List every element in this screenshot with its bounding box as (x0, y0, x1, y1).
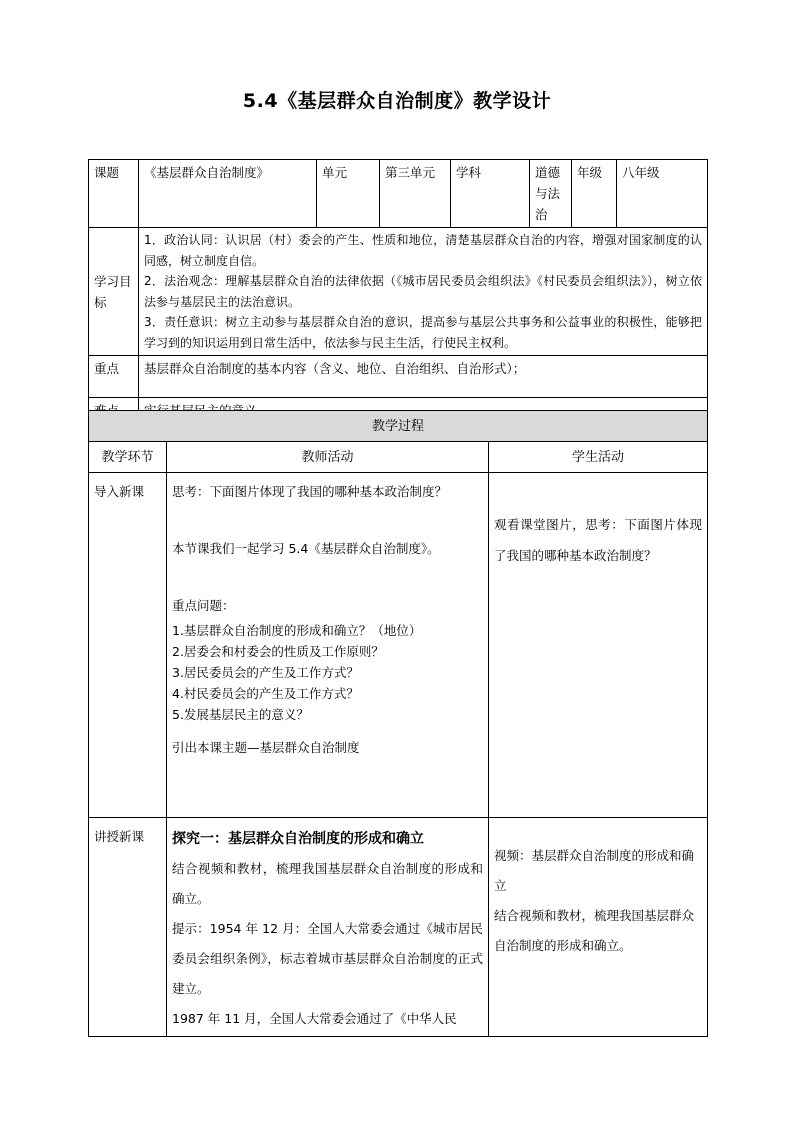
col-stage: 教学环节 (89, 442, 167, 473)
objective-item: 2．法治观念：理解基层群众自治的法律依据（《城市居民委员会组织法》《村民委员会组织法》），树立依法参与基层民主的法治意识。 (144, 274, 702, 309)
intro-teacher-lesson: 本节课我们一起学习 5.4《基层群众自治制度》。 (172, 541, 440, 556)
key-point-label: 重点 (89, 356, 139, 398)
process-table (88, 410, 708, 1037)
explore-hint: 提示：1954 年 12 月：全国人大常委会通过《城市居民委员会组织条例》，标志着城市基层群众自治制度的正式建立。 (172, 921, 483, 996)
explore-title: 探究一：基层群众自治制度的形成和确立 (172, 831, 424, 847)
intro-lead: 引出本课主题—基层群众自治制度 (172, 740, 360, 755)
page-title: 5.4《基层群众自治制度》教学设计 (242, 90, 552, 112)
explore-teacher-task: 结合视频和教材，梳理我国基层群众自治制度的形成和确立。 (172, 861, 483, 906)
intro-student-cell (489, 473, 708, 818)
subject-label: 学科 (451, 160, 530, 228)
intro-question: 2.居委会和村委会的性质及工作原则？ (172, 644, 384, 659)
intro-stage: 导入新课 (89, 473, 167, 818)
intro-question: 4.村民委员会的产生及工作方式？ (172, 686, 359, 701)
intro-student-activity: 观看课堂图片，思考：下面图片体现了我国的哪种基本政治制度？ (494, 517, 703, 563)
student-task: 结合视频和教材，梳理我国基层群众自治制度的形成和确立。 (494, 908, 695, 953)
intro-key-questions-label: 重点问题： (172, 598, 235, 613)
explore-hint-2: 1987 年 11 月，全国人大常委会通过了《中华人民 (172, 1011, 457, 1026)
objective-item: 1．政治认同：认识居（村）委会的产生、性质和地位，清楚基层群众自治的内容，增强对国家制度的认同感，树立制度自信。 (144, 233, 702, 268)
intro-teacher-cell (167, 473, 489, 818)
process-header: 教学过程 (89, 411, 708, 442)
grade-label: 年级 (572, 160, 617, 228)
key-point-value: 基层群众自治制度的基本内容（含义、地位、自治组织、自治形式）； (139, 356, 708, 398)
intro-question: 5.发展基层民主的意义？ (172, 707, 309, 722)
info-table (88, 159, 708, 424)
objectives-label: 学习目标 (89, 228, 139, 356)
objectives-content (139, 228, 708, 356)
grade-value: 八年级 (617, 160, 708, 228)
objective-item: 3．责任意识：树立主动参与基层群众自治的意识，提高参与基层公共事务和公益事业的积极性，能够把学习到的知识运用到日常生活中，依法参与民主生活，行使民主权利。 (144, 315, 702, 350)
topic-value: 《基层群众自治制度》 (139, 160, 317, 228)
new-lesson-student-cell (489, 818, 708, 1037)
topic-label: 课题 (89, 160, 139, 228)
student-video: 视频：基层群众自治制度的形成和确立 (494, 848, 695, 893)
subject-value: 道德与法治 (530, 160, 572, 228)
intro-teacher-question: 思考：下面图片体现了我国的哪种基本政治制度？ (172, 484, 448, 499)
intro-question: 1.基层群众自治制度的形成和确立？（地位） (172, 623, 422, 638)
unit-label: 单元 (317, 160, 380, 228)
col-teacher: 教师活动 (167, 442, 489, 473)
unit-value: 第三单元 (380, 160, 451, 228)
new-lesson-stage: 讲授新课 (89, 818, 167, 1037)
intro-question: 3.居民委员会的产生及工作方式？ (172, 665, 359, 680)
new-lesson-teacher-cell (167, 818, 489, 1037)
col-student: 学生活动 (489, 442, 708, 473)
